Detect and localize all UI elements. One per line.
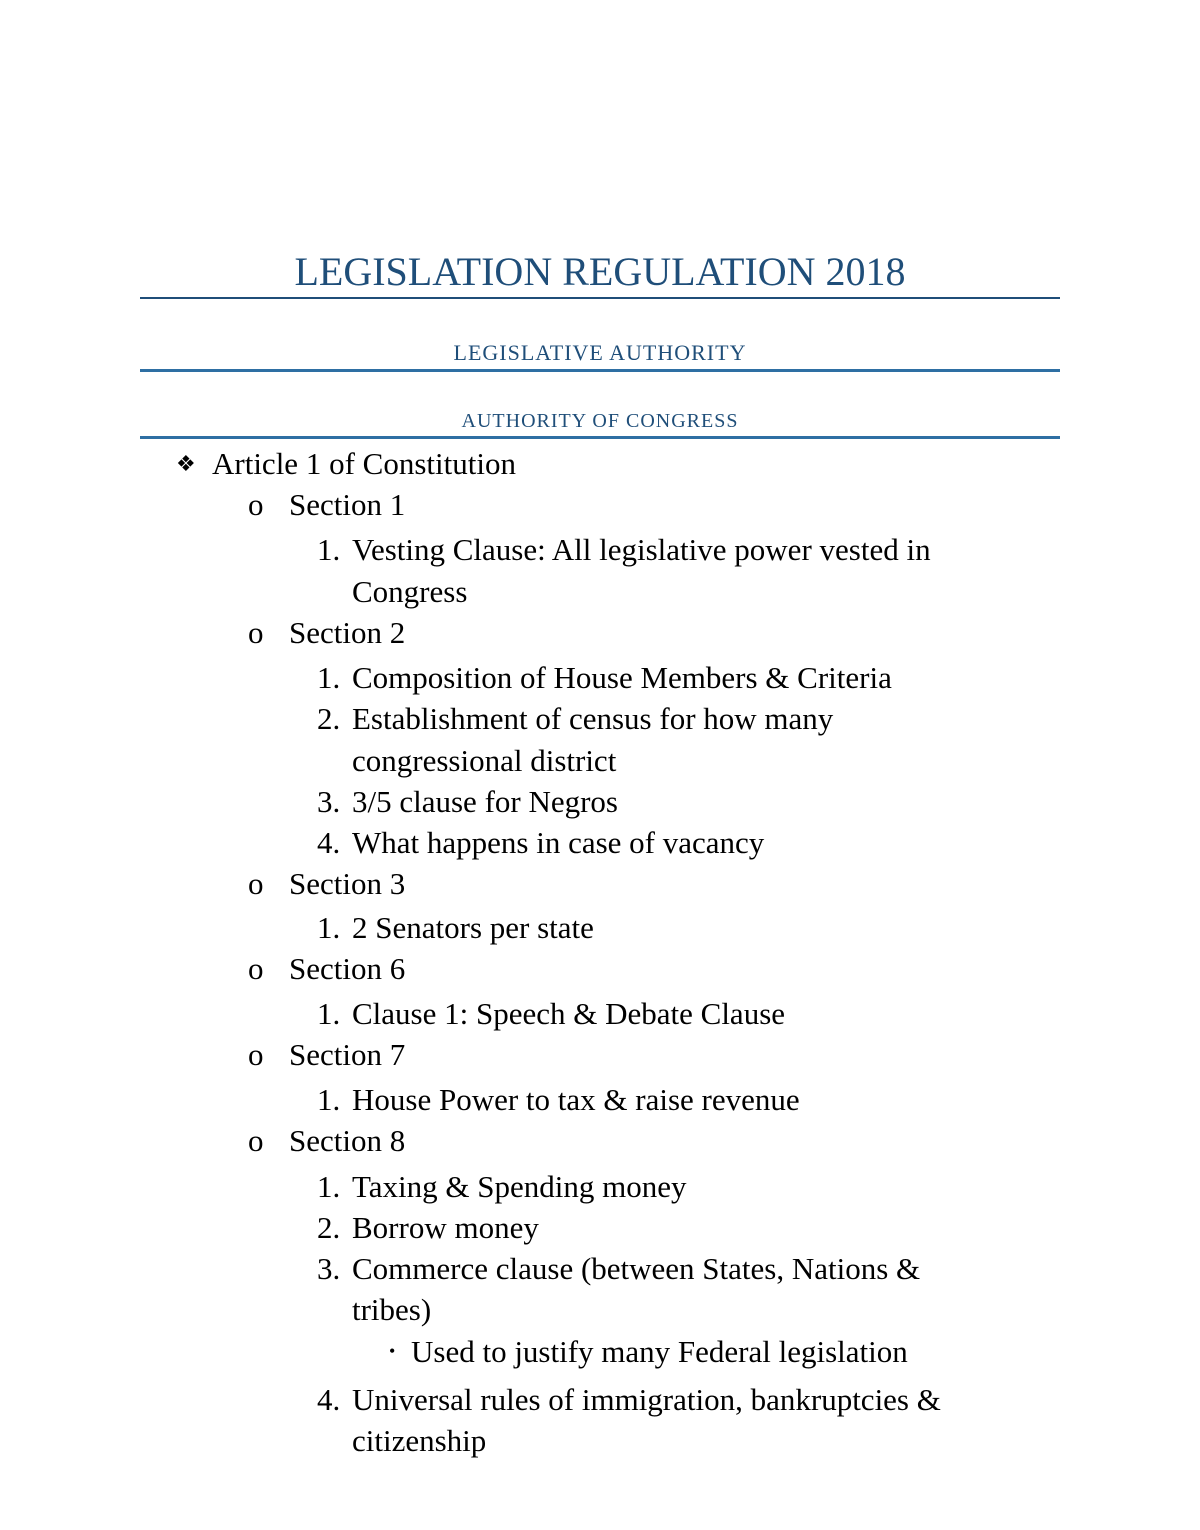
bullet-icon: •	[389, 1341, 396, 1361]
section-8-label: Section 8	[289, 1123, 406, 1158]
list-item-text: Commerce clause (between States, Nations &	[352, 1251, 921, 1286]
section-marker: o	[248, 951, 264, 986]
section-1-label: Section 1	[289, 487, 406, 522]
list-item-text-continued: congressional district	[352, 743, 617, 778]
list-item-text: House Power to tax & raise revenue	[352, 1082, 800, 1117]
list-item-number: 4.	[317, 825, 341, 860]
list-item-number: 1.	[317, 532, 341, 567]
heading-divider	[140, 369, 1060, 372]
subsection-heading: AUTHORITY OF CONGRESS	[461, 410, 739, 432]
section-7-label: Section 7	[289, 1037, 406, 1072]
subheading-divider	[140, 436, 1060, 439]
section-marker: o	[248, 1123, 264, 1158]
list-item-text: Taxing & Spending money	[352, 1169, 687, 1204]
sub-list-item-text: Used to justify many Federal legislation	[411, 1334, 908, 1369]
list-item-text: Composition of House Members & Criteria	[352, 660, 892, 695]
list-item-text: What happens in case of vacancy	[352, 825, 765, 860]
list-item-text-continued: Congress	[352, 574, 468, 609]
list-item-number: 1.	[317, 1082, 341, 1117]
list-item-number: 2.	[317, 701, 341, 736]
list-item-number: 4.	[317, 1382, 341, 1417]
list-item-text: Clause 1: Speech & Debate Clause	[352, 996, 786, 1031]
diamond-bullet-icon: ❖	[176, 451, 196, 476]
title-divider	[140, 297, 1060, 299]
list-item-number: 1.	[317, 660, 341, 695]
section-3-label: Section 3	[289, 866, 406, 901]
section-6-label: Section 6	[289, 951, 406, 986]
list-item-text: 2 Senators per state	[352, 910, 594, 945]
list-item-number: 1.	[317, 996, 341, 1031]
section-marker: o	[248, 615, 264, 650]
section-marker: o	[248, 866, 264, 901]
list-item-number: 3.	[317, 1251, 341, 1286]
list-item-number: 1.	[317, 910, 341, 945]
section-marker: o	[248, 1037, 264, 1072]
section-heading: LEGISLATIVE AUTHORITY	[453, 340, 747, 365]
section-marker: o	[248, 487, 264, 522]
section-2-label: Section 2	[289, 615, 406, 650]
page-title: LEGISLATION REGULATION 2018	[294, 249, 906, 294]
list-item-text: Borrow money	[352, 1210, 539, 1245]
list-item-text-continued: tribes)	[352, 1292, 432, 1327]
list-item-text-continued: citizenship	[352, 1423, 487, 1458]
list-item-text: Establishment of census for how many	[352, 701, 834, 736]
list-item-text: Vesting Clause: All legislative power vested in	[352, 532, 931, 567]
list-item-text: 3/5 clause for Negros	[352, 784, 618, 819]
list-item-number: 1.	[317, 1169, 341, 1204]
list-item-number: 3.	[317, 784, 341, 819]
list-item-number: 2.	[317, 1210, 341, 1245]
article-label: Article 1 of Constitution	[212, 446, 516, 481]
list-item-text: Universal rules of immigration, bankruptcies &	[352, 1382, 941, 1417]
